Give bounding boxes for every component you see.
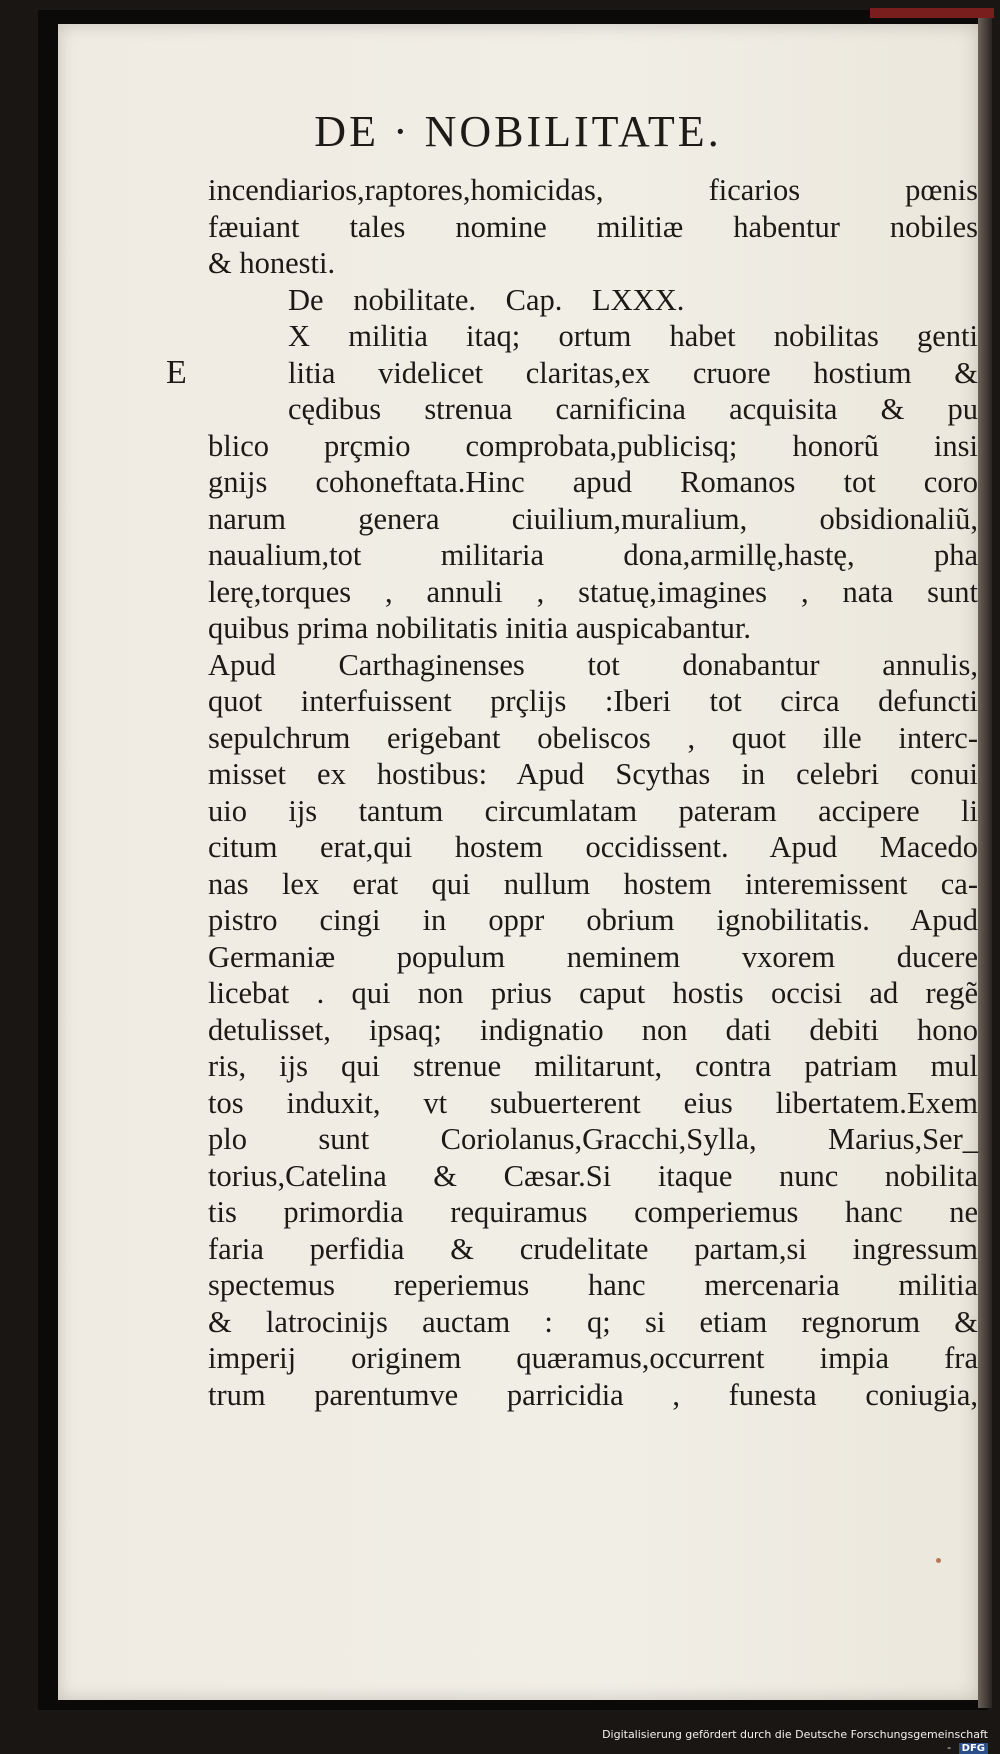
text-line: lerę,torques , annuli , statuę,imagines , nata sunt [208,574,978,609]
text-line: tos induxit, vt subuerterent eius libertatem.Exem [208,1085,978,1120]
text-line: incendiarios,raptores,homicidas, ficarios pœnis [208,173,978,207]
text-line: faria perfidia & crudelitate partam,si ingressum [208,1231,978,1266]
text-line: spectemus reperiemus hanc mercenaria militia [208,1268,978,1302]
running-head: DE · NOBILITATE. [314,107,722,156]
text-line: fæuiant tales nomine militiæ habentur nobiles [208,209,978,244]
text-line: sepulchrum erigebant obeliscos , quot ille interc- [208,720,978,755]
text-line: quot interfuissent prçlijs :Iberi tot circa defuncti [208,684,978,718]
paper-spot [936,1558,941,1563]
text-line: narum genera ciuilium,muralium, obsidionaliũ, [208,501,978,536]
dfg-logo: DFG [959,1743,988,1754]
text-line: Germaniæ populum neminem vxorem ducere [208,939,978,974]
text-line: nas lex erat qui nullum hostem interemissent ca- [208,866,978,901]
text-line: & latrocinijs auctam : q; si etiam regnorum & [208,1304,978,1339]
text-line: quibus prima nobilitatis initia auspicabantur. [208,611,751,645]
text-line: plo sunt Coriolanus,Gracchi,Sylla, Marius,Ser_ [208,1122,978,1156]
text-line: litia videlicet claritas,ex cruore hostium & [288,355,978,390]
text-line: trum parentumve parricidia , funesta coniugia, [208,1377,978,1412]
text-line: pistro cingi in oppr obrium ignobilitatis. Apud [208,903,978,937]
text-line: Apud Carthaginenses tot donabantur annulis, [208,647,978,682]
book-edge-red [870,8,994,18]
book-page [58,24,978,1700]
body-text [208,172,978,1413]
text-line: & honesti. [208,246,336,280]
book-fore-edge [978,18,992,1708]
text-line: uio ijs tantum circumlatam pateram accipere li [208,793,978,828]
text-line: detulisset, ipsaq; indignatio non dati debiti hono [208,1012,978,1047]
text-line: citum erat,qui hostem occidissent. Apud Macedo [208,830,978,864]
text-line: imperij originem quæramus,occurrent impia fra [208,1341,978,1375]
text-line: blico prçmio comprobata,publicisq; honorũ insi [208,428,978,463]
drop-initial: E [166,354,187,391]
credit-text: Digitalisierung gefördert durch die Deutsche Forschungsgemeinschaft - [602,1728,988,1754]
text-line: tis primordia requiramus comperiemus hanc ne [208,1195,978,1229]
text-line: torius,Catelina & Cæsar.Si itaque nunc nobilita [208,1158,978,1193]
chapter-heading: De nobilitate. Cap. LXXX. [288,282,685,317]
text-line: cędibus strenua carnificina acquisita & pu [288,392,978,426]
text-line: naualium,tot militaria dona,armillę,hastę, pha [208,538,978,572]
text-line: gnijs cohoneftata.Hinc apud Romanos tot coro [208,465,978,499]
digitization-credit [600,1728,988,1754]
text-line: ris, ijs qui strenue militarunt, contra patriam mul [208,1049,978,1083]
text-line: misset ex hostibus: Apud Scythas in celebri conui [208,757,978,791]
text-line: X militia itaq; ortum habet nobilitas genti [288,319,978,353]
text-line: licebat . qui non prius caput hostis occisi ad regẽ [208,976,978,1010]
